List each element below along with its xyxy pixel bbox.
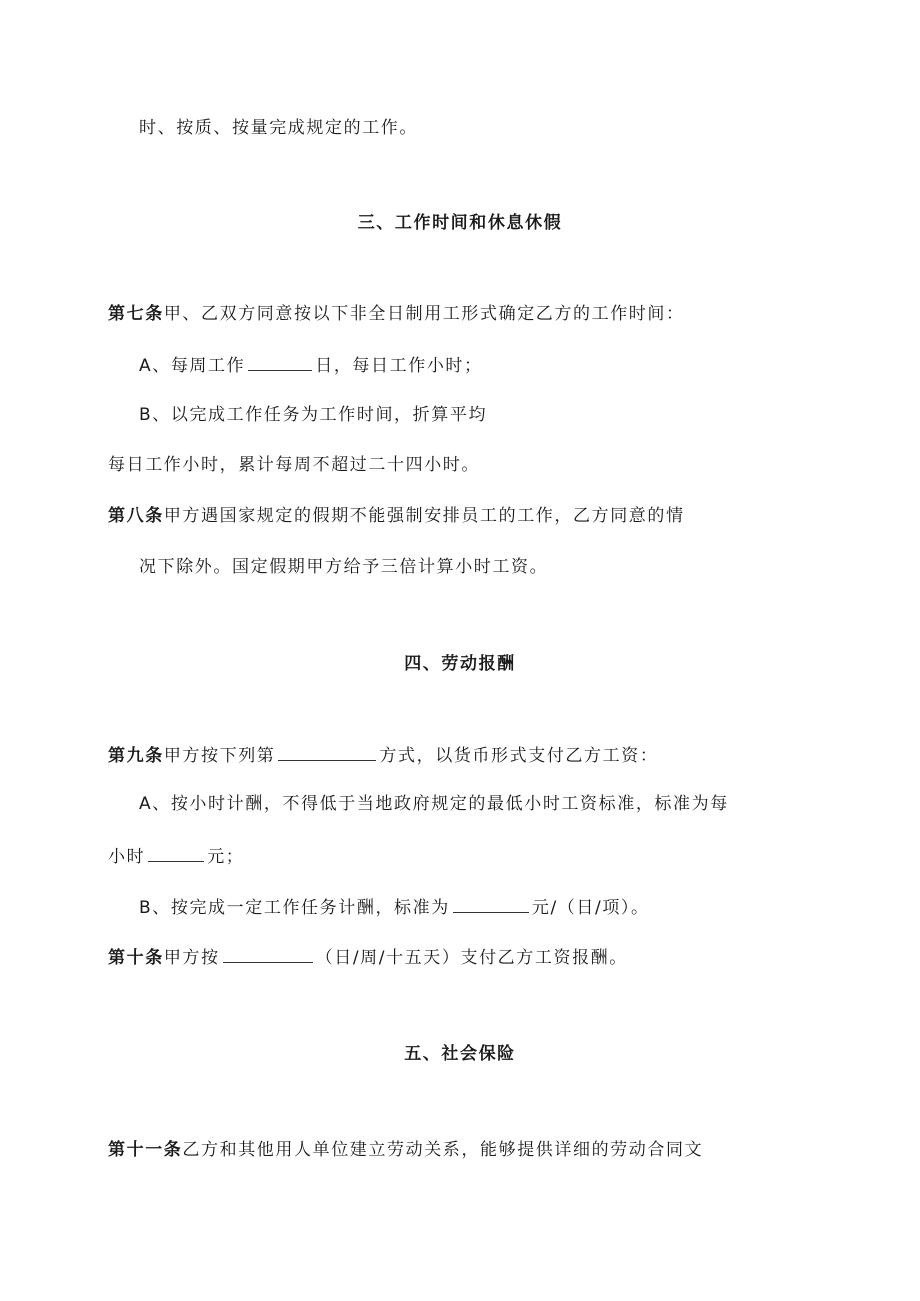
section-heading-remuneration: 四、劳动报酬 (404, 654, 516, 674)
intro-line: 时、按质、按量完成规定的工作。 (139, 118, 418, 138)
fill-blank-days (248, 352, 312, 371)
article-7-option-b-continued: 每日工作小时，累计每周不超过二十四小时。 (108, 455, 480, 475)
fill-blank-pay-period (223, 944, 313, 963)
article-label: 第九条 (108, 746, 164, 766)
article-9-option-a: A、按小时计酬，不得低于当地政府规定的最低小时工资标准，标准为每 (139, 794, 729, 814)
article-7-option-b: B、以完成工作任务为工作时间，折算平均 (139, 405, 488, 425)
article-8 (108, 504, 685, 528)
fill-blank-hourly-rate (148, 843, 204, 862)
section-heading-social-insurance: 五、社会保险 (404, 1044, 516, 1064)
article-10: 第十条甲方按 （日/周/十五天）支付乙方工资报酬。 (108, 944, 628, 970)
article-text: 甲、乙双方同意按以下非全日制用工形式确定乙方的工作时间： (163, 304, 685, 324)
article-text: 乙方和其他用人单位建立劳动关系，能够提供详细的劳动合同文 (182, 1140, 704, 1160)
article-9-option-a-continued: 小时 元； (108, 843, 244, 869)
article-7 (108, 302, 685, 326)
article-11 (108, 1138, 703, 1162)
article-9-option-b: B、按完成一定工作任务计酬，标准为 元/（日/项）。 (139, 894, 650, 920)
article-label: 第八条 (108, 506, 164, 526)
fill-blank-task-rate (453, 894, 529, 913)
article-8-continued: 况下除外。国定假期甲方给予三倍计算小时工资。 (139, 557, 549, 577)
article-7-option-a: A、每周工作 日，每日工作小时； (139, 352, 483, 378)
article-label: 第七条 (108, 304, 164, 324)
section-heading-work-time: 三、工作时间和休息休假 (357, 213, 563, 233)
article-9: 第九条甲方按下列第 方式，以货币形式支付乙方工资： (108, 742, 658, 768)
article-text: 甲方遇国家规定的假期不能强制安排员工的工作，乙方同意的情 (163, 506, 685, 526)
fill-blank-method (278, 742, 376, 761)
article-label: 第十一条 (108, 1140, 183, 1160)
article-label: 第十条 (108, 948, 164, 968)
